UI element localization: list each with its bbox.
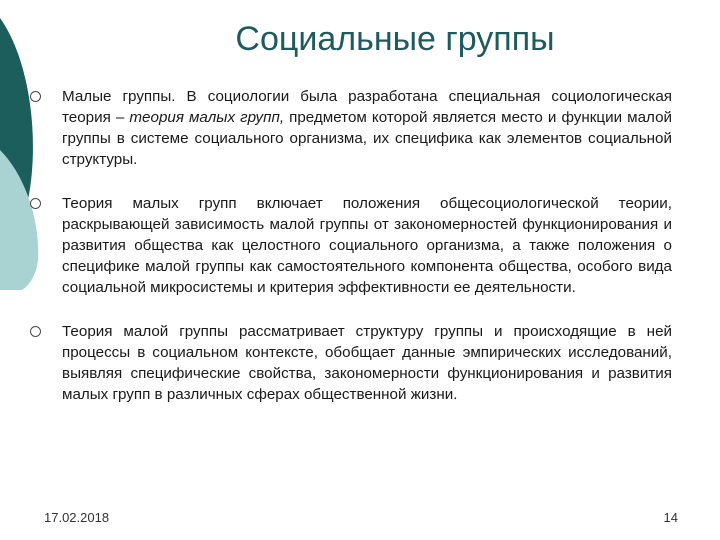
- page-number: 14: [663, 510, 678, 525]
- hollow-circle-bullet-icon: [30, 91, 41, 102]
- bullet-item-2: [28, 193, 672, 298]
- hollow-circle-bullet-icon: [30, 326, 41, 337]
- slide-title: Социальные группы: [235, 20, 555, 58]
- bullet-text-emphasis: теория малых групп,: [129, 109, 285, 126]
- bullet-item-3: [28, 321, 672, 405]
- bullet-text: [62, 86, 672, 170]
- bullet-list: [28, 86, 672, 428]
- bullet-text-part: Теория малой группы рассматривает структуру группы и происходящие в ней процессы в социальном контексте, обобщает данные эмпирических исследований, выявляя специфические свойства, закономерности функционирования и развития малых групп в различных сферах общественной жизни.: [62, 323, 672, 403]
- bullet-text: [62, 193, 672, 298]
- bullet-text-part: Теория малых групп включает положения общесоциологической теории, раскрывающей зависимость малой группы от закономерностей функционирования и развития общества как целостного социального организма, а также положения о специфике малой группы как самостоятельного компонента общества, особого вида социальной микросистемы и критерия эффективности ее деятельности.: [62, 195, 672, 296]
- bullet-text-part: Малые группы.: [62, 88, 187, 105]
- bullet-text-part: предметом которой является место и функции малой группы в системе социального организма, их специфика как элементов социальной структуры.: [62, 109, 672, 168]
- bullet-text: [62, 321, 672, 405]
- bullet-text-part: В социологии была разработана специальная социологическая теория –: [62, 88, 672, 126]
- slide-date: 17.02.2018: [44, 510, 110, 525]
- bullet-item-1: [28, 86, 672, 170]
- hollow-circle-bullet-icon: [30, 198, 41, 209]
